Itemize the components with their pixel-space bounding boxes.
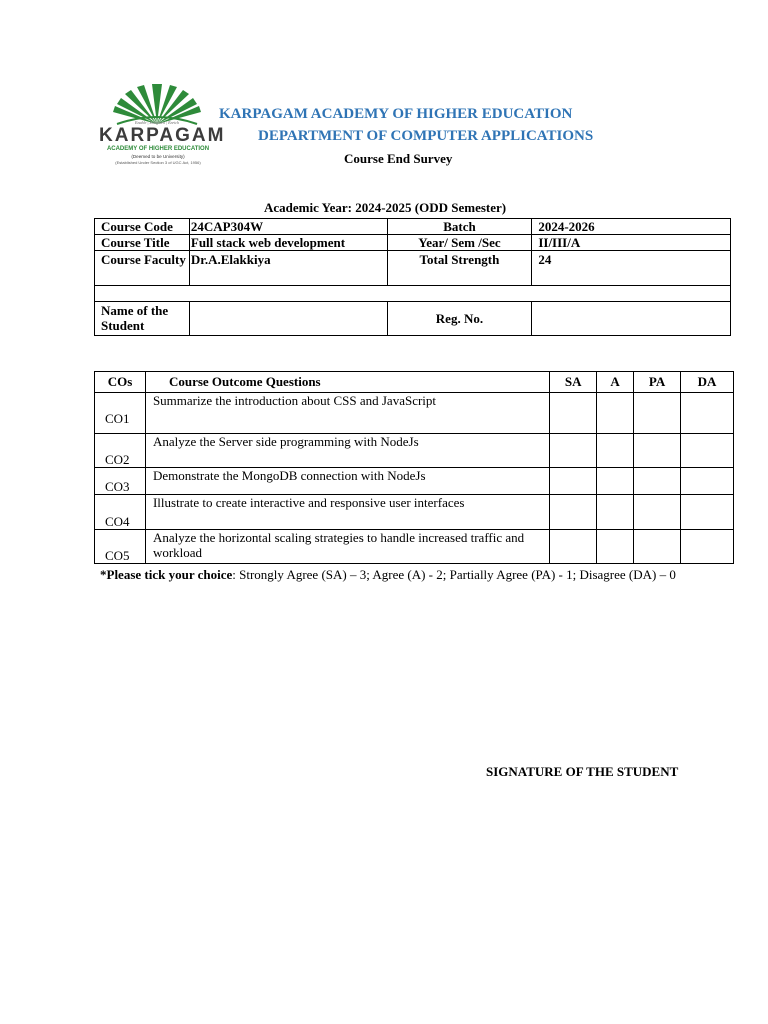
logo-wordmark: KARPAGAM bbox=[99, 125, 226, 146]
a-choice-cell[interactable] bbox=[597, 393, 634, 434]
co-row bbox=[95, 393, 734, 434]
student-name-label: Name of the Student bbox=[95, 302, 190, 336]
co-question: Illustrate to create interactive and responsive user interfaces bbox=[145, 495, 549, 530]
pa-choice-cell[interactable] bbox=[634, 468, 681, 495]
student-row bbox=[95, 302, 731, 336]
co-id: CO4 bbox=[95, 495, 146, 530]
academic-year: Academic Year: 2024-2025 (ODD Semester) bbox=[264, 200, 507, 215]
course-title-value: Full stack web development bbox=[189, 235, 387, 251]
sa-choice-cell[interactable] bbox=[550, 530, 597, 564]
sa-choice-cell[interactable] bbox=[550, 468, 597, 495]
da-choice-cell[interactable] bbox=[681, 468, 734, 495]
co-id: CO3 bbox=[95, 468, 146, 495]
batch-label: Batch bbox=[387, 219, 532, 235]
da-choice-cell[interactable] bbox=[681, 393, 734, 434]
a-choice-cell[interactable] bbox=[597, 495, 634, 530]
pa-choice-cell[interactable] bbox=[634, 530, 681, 564]
pa-choice-cell[interactable] bbox=[634, 393, 681, 434]
batch-value: 2024-2026 bbox=[532, 219, 731, 235]
pa-choice-cell[interactable] bbox=[634, 495, 681, 530]
co-id: CO2 bbox=[95, 434, 146, 468]
course-title-row bbox=[95, 235, 731, 251]
course-code-row bbox=[95, 219, 731, 235]
total-strength-label: Total Strength bbox=[387, 251, 532, 286]
course-info-table bbox=[94, 218, 731, 336]
faculty-value: Dr.A.Elakkiya bbox=[189, 251, 387, 286]
institution-name: KARPAGAM ACADEMY OF HIGHER EDUCATION bbox=[219, 106, 573, 122]
da-choice-cell[interactable] bbox=[681, 530, 734, 564]
cos-header: COs bbox=[95, 372, 146, 393]
faculty-label: Course Faculty bbox=[95, 251, 190, 286]
da-header: DA bbox=[681, 372, 734, 393]
co-table-header bbox=[95, 372, 734, 393]
sa-choice-cell[interactable] bbox=[550, 495, 597, 530]
co-row bbox=[95, 468, 734, 495]
course-outcome-table bbox=[94, 371, 734, 564]
logo-deemed-text: (Deemed to be University) bbox=[131, 154, 185, 159]
co-row bbox=[95, 530, 734, 564]
department-name: DEPARTMENT OF COMPUTER APPLICATIONS bbox=[258, 128, 594, 144]
faculty-row bbox=[95, 251, 731, 286]
co-question: Analyze the Server side programming with NodeJs bbox=[145, 434, 549, 468]
rating-note-scale: : Strongly Agree (SA) – 3; Agree (A) - 2; Partially Agree (PA) - 1; Disagree (DA) – 0 bbox=[232, 567, 676, 582]
da-choice-cell[interactable] bbox=[681, 495, 734, 530]
total-strength-value: 24 bbox=[532, 251, 731, 286]
questions-header: Course Outcome Questions bbox=[145, 372, 549, 393]
course-title-label: Course Title bbox=[95, 235, 190, 251]
a-choice-cell[interactable] bbox=[597, 530, 634, 564]
sa-choice-cell[interactable] bbox=[550, 393, 597, 434]
pa-choice-cell[interactable] bbox=[634, 434, 681, 468]
co-row bbox=[95, 495, 734, 530]
a-header: A bbox=[597, 372, 634, 393]
a-choice-cell[interactable] bbox=[597, 434, 634, 468]
year-sem-label: Year/ Sem /Sec bbox=[387, 235, 532, 251]
co-row bbox=[95, 434, 734, 468]
rating-note-lead: *Please tick your choice bbox=[100, 567, 233, 582]
spacer-cell bbox=[95, 286, 731, 302]
co-question: Demonstrate the MongoDB connection with NodeJs bbox=[145, 468, 549, 495]
co-id: CO1 bbox=[95, 393, 146, 434]
reg-no-label: Reg. No. bbox=[387, 302, 532, 336]
reg-no-field[interactable] bbox=[532, 302, 731, 336]
co-question: Analyze the horizontal scaling strategies to handle increased traffic and workload bbox=[145, 530, 549, 564]
pa-header: PA bbox=[634, 372, 681, 393]
spacer-row bbox=[95, 286, 731, 302]
student-name-field[interactable] bbox=[189, 302, 387, 336]
co-question: Summarize the introduction about CSS and JavaScript bbox=[145, 393, 549, 434]
a-choice-cell[interactable] bbox=[597, 468, 634, 495]
da-choice-cell[interactable] bbox=[681, 434, 734, 468]
course-code-label: Course Code bbox=[95, 219, 190, 235]
student-signature-label: SIGNATURE OF THE STUDENT bbox=[486, 764, 679, 779]
sa-choice-cell[interactable] bbox=[550, 434, 597, 468]
year-sem-value: II/III/A bbox=[532, 235, 731, 251]
co-id: CO5 bbox=[95, 530, 146, 564]
form-title: Course End Survey bbox=[344, 151, 453, 166]
logo-subtitle: ACADEMY OF HIGHER EDUCATION bbox=[106, 146, 210, 152]
logo-established-text: (Established Under Section 3 of UGC Act, 1956) bbox=[115, 160, 201, 165]
rating-note bbox=[100, 567, 676, 583]
sa-header: SA bbox=[550, 372, 597, 393]
course-code-value: 24CAP304W bbox=[189, 219, 387, 235]
logo-motto: Enable | Enlighten | Enrich bbox=[135, 120, 179, 125]
university-logo bbox=[97, 84, 226, 168]
